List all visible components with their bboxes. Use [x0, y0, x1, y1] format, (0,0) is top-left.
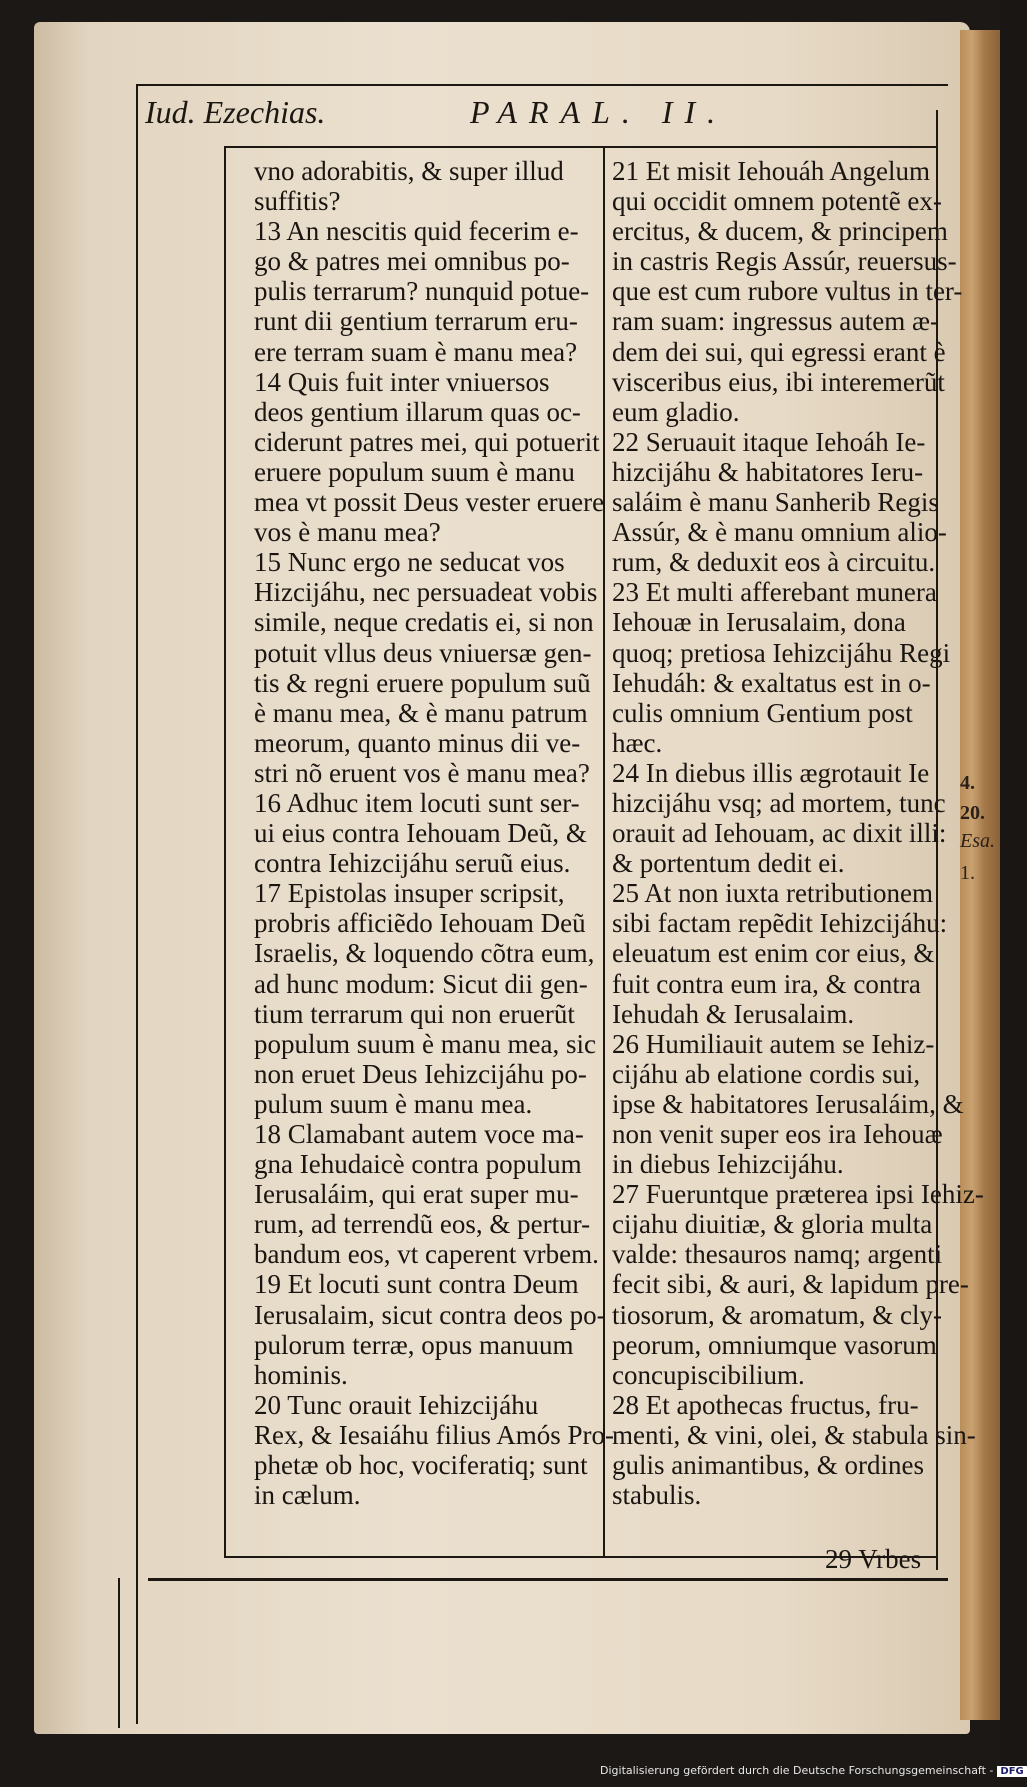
text-line: probris afficiẽdo Iehouam Deũ: [254, 908, 586, 939]
text-line: 23 Et multi afferebant munera: [612, 577, 937, 608]
margin-note: 4.: [960, 772, 975, 794]
running-head-left: Iud. Ezechias.: [145, 94, 326, 130]
text-line: 21 Et misit Iehouáh Angelum: [612, 156, 930, 186]
text-line: tium terrarum qui non eruerũt: [254, 998, 575, 1029]
text-line: deos gentium illarum quas oc-: [254, 396, 581, 427]
text-line: fuit contra eum ira, & contra: [612, 968, 921, 999]
text-line: potuit vllus deus vniuersæ gen-: [254, 637, 592, 668]
text-line: stabulis.: [612, 1480, 702, 1511]
text-line: hizcijáhu & habitatores Ieru-: [612, 456, 924, 487]
text-line: in diebus Iehizcijáhu.: [612, 1149, 844, 1180]
text-line: sibi factam repẽdit Iehizcijáhu:: [612, 908, 948, 939]
text-line: qui occidit omnem potentẽ ex-: [612, 186, 942, 217]
text-line: Hizcijáhu, nec persuadeat vobis: [254, 577, 598, 608]
text-line: vno adorabitis, & super illud: [254, 156, 564, 186]
text-line: hizcijáhu vsq; ad mortem, tunc: [612, 787, 946, 818]
dfg-logo: DFG: [997, 1766, 1026, 1777]
text-line: 19 Et locuti sunt contra Deum: [254, 1269, 579, 1300]
text-line: hominis.: [254, 1359, 348, 1390]
text-line: Ierusaláim, qui erat super mu-: [254, 1179, 579, 1210]
text-line: simile, neque credatis ei, si non: [254, 607, 594, 638]
text-line: Iehouæ in Ierusalaim, dona: [612, 607, 906, 638]
text-line: go & patres mei omnibus po-: [254, 246, 570, 277]
text-line: è manu mea, & è manu patrum: [254, 697, 588, 728]
text-line: cijáhu ab elatione cordis sui,: [612, 1058, 921, 1089]
text-line: tis & regni eruere populum suũ: [254, 667, 591, 698]
text-line: dem dei sui, qui egressi erant è: [612, 336, 946, 367]
text-line: 15 Nunc ergo ne seducat vos: [254, 547, 565, 578]
text-line: hæc.: [612, 727, 663, 758]
text-column-left: [254, 156, 619, 1510]
text-line: eum gladio.: [612, 396, 740, 427]
text-line: Rex, & Iesaiáhu filius Amós Pro-: [254, 1419, 614, 1450]
text-line: bandum eos, vt caperent vrbem.: [254, 1239, 599, 1270]
text-line: rum, & deduxit eos à circuitu.: [612, 547, 936, 578]
digitization-credit: [600, 1764, 1027, 1777]
text-line: 20 Tunc orauit Iehizcijáhu: [254, 1389, 539, 1420]
text-line: cijahu diuitiæ, & gloria multa: [612, 1209, 933, 1240]
text-line: pulis terrarum? nunquid potue-: [254, 276, 590, 307]
margin-note: Esa.: [960, 830, 995, 852]
text-line: stri nõ eruent vos è manu mea?: [254, 757, 590, 788]
text-line: 18 Clamabant autem voce ma-: [254, 1119, 584, 1149]
running-head-title: PARAL. II.: [470, 94, 728, 130]
page-frame-rule: [136, 84, 948, 86]
text-line: ipse & habitatores Ierusaláim, &: [612, 1088, 964, 1119]
text-line: 25 At non iuxta retributionem: [612, 878, 933, 909]
text-line: peorum, omniumque vasorum: [612, 1329, 937, 1360]
text-line: 17 Epistolas insuper scripsit,: [254, 878, 565, 909]
text-line: que est cum rubore vultus in ter-: [612, 276, 963, 307]
text-line: suffitis?: [254, 186, 341, 217]
text-line: Assúr, & è manu omnium alio-: [612, 517, 947, 548]
text-line: valde: thesauros namq; argenti: [612, 1239, 943, 1270]
text-line: eleuatum est enim cor eius, &: [612, 938, 935, 969]
text-line: 27 Fueruntque præterea ipsi Iehiz-: [612, 1179, 984, 1210]
text-line: 28 Et apothecas fructus, fru-: [612, 1389, 919, 1420]
text-line: tiosorum, & aromatum, & cly-: [612, 1299, 942, 1330]
text-line: vos è manu mea?: [254, 517, 441, 548]
text-line: ercitus, & ducem, & principem: [612, 216, 948, 247]
text-line: visceribus eius, ibi interemerũt: [612, 366, 945, 397]
text-line: & portentum dedit ei.: [612, 848, 845, 879]
text-line: quoq; pretiosa Iehizcijáhu Regi: [612, 637, 951, 668]
footer-rule: [148, 1578, 948, 1581]
text-line: non venit super eos ira Iehouæ: [612, 1119, 943, 1149]
text-line: eruere populum suum è manu: [254, 456, 575, 487]
text-line: gulis animantibus, & ordines: [612, 1450, 924, 1481]
text-line: concupiscibilium.: [612, 1359, 805, 1390]
credit-text: Digitalisierung gefördert durch die Deutsche Forschungsgemeinschaft -: [600, 1764, 994, 1777]
text-line: Israelis, & loquendo cõtra eum,: [254, 938, 595, 969]
text-line: fecit sibi, & auri, & lapidum pre-: [612, 1269, 969, 1300]
text-line: culis omnium Gentium post: [612, 697, 913, 728]
text-line: 24 In diebus illis ægrotauit Ie: [612, 757, 930, 788]
text-line: mea vt possit Deus vester eruere: [254, 487, 605, 518]
text-line: saláim è manu Sanherib Regis: [612, 487, 939, 518]
text-line: non eruet Deus Iehizcijáhu po-: [254, 1058, 587, 1089]
text-line: populum suum è manu mea, sic: [254, 1028, 596, 1059]
text-line: ram suam: ingressus autem æ-: [612, 306, 939, 337]
text-line: 13 An nescitis quid fecerim e-: [254, 216, 579, 247]
text-line: ere terram suam è manu mea?: [254, 336, 578, 367]
text-line: in castris Regis Assúr, reuersus-: [612, 246, 957, 277]
margin-note: 1.: [960, 862, 975, 884]
page-frame-rule: [136, 84, 138, 1724]
text-line: Ierusalaim, sicut contra deos po-: [254, 1299, 606, 1330]
text-line: ad hunc modum: Sicut dii gen-: [254, 968, 588, 999]
catchword: 29 Vrbes: [825, 1544, 922, 1574]
text-line: rum, ad terrendũ eos, & pertur-: [254, 1209, 591, 1240]
text-line: 14 Quis fuit inter vniuersos: [254, 366, 550, 397]
text-line: pulum suum è manu mea.: [254, 1088, 533, 1119]
header-rule: [224, 146, 936, 148]
text-line: phetæ ob hoc, vociferatiq; sunt: [254, 1450, 588, 1481]
text-line: pulorum terræ, opus manuum: [254, 1329, 574, 1360]
text-line: 16 Adhuc item locuti sunt ser-: [254, 787, 580, 818]
margin-note: 20.: [960, 802, 985, 824]
text-line: meorum, quanto minus dii ve-: [254, 727, 581, 758]
text-line: in cælum.: [254, 1480, 361, 1511]
text-line: 26 Humiliauit autem se Iehiz-: [612, 1028, 935, 1059]
column-rule: [224, 146, 226, 1556]
text-column-right: [612, 156, 984, 1511]
text-line: runt dii gentium terrarum eru-: [254, 306, 578, 337]
text-line: Iehudáh: & exaltatus est in o-: [612, 667, 931, 698]
text-line: ciderunt patres mei, qui potuerit: [254, 426, 600, 457]
text-line: gna Iehudaicè contra populum: [254, 1149, 582, 1180]
page-frame-rule: [118, 1578, 120, 1728]
text-line: 22 Seruauit itaque Iehoáh Ie-: [612, 426, 926, 457]
text-line: Iehudah & Ierusalaim.: [612, 998, 855, 1029]
text-line: menti, & vini, olei, & stabula sin-: [612, 1419, 976, 1450]
text-line: contra Iehizcijáhu seruũ eius.: [254, 848, 571, 879]
text-line: orauit ad Iehouam, ac dixit illi:: [612, 818, 947, 849]
text-line: ui eius contra Iehouam Deũ, &: [254, 818, 587, 849]
